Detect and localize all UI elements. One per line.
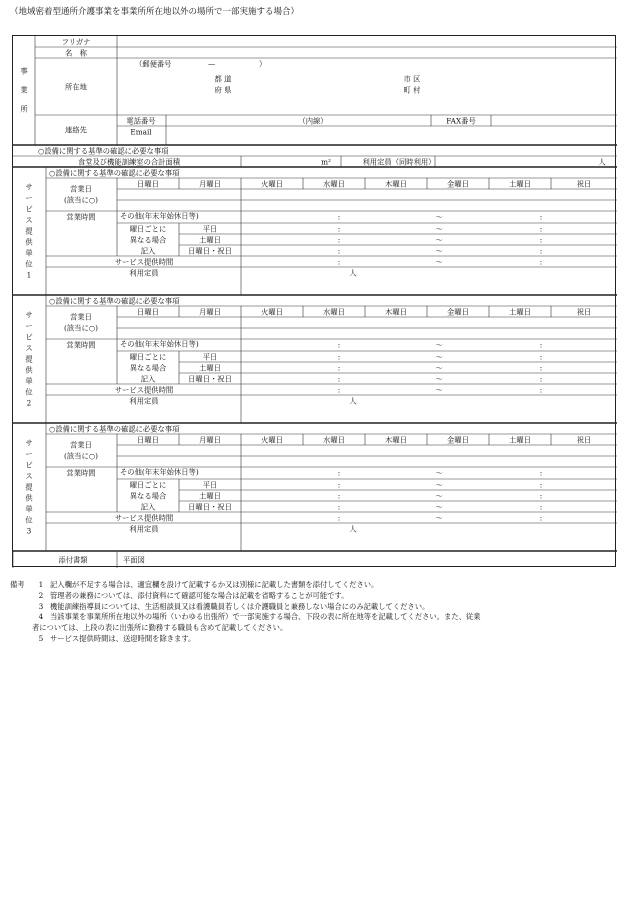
address-label: 所在地 (65, 82, 87, 91)
unit-3-time-tilde: 〜 (435, 480, 443, 489)
unit-1-time-colon: : (337, 257, 341, 266)
unit-3-time-colon: : (539, 480, 543, 489)
area-unit: m² (321, 157, 331, 166)
unit-3-time-tilde: 〜 (435, 491, 443, 500)
unit-1-day-sun: 日曜日 (137, 179, 159, 188)
unit-1-weekday: 平日 (202, 224, 218, 233)
shiku-label: 市 区 (403, 74, 421, 84)
note-item (10, 634, 622, 645)
contact-label: 連絡先 (65, 125, 87, 135)
office-side-label: 事 業 所 (20, 66, 28, 114)
unit-2-time-colon: : (539, 352, 543, 361)
unit-2-time-colon: : (337, 340, 341, 350)
notes-heading: 備考 (10, 580, 25, 589)
note-text: 記入欄が不足する場合は、適宜欄を設けて記載するか又は別様に記載した書類を添付してください。 (50, 580, 379, 589)
notes-section (10, 580, 622, 645)
unit-3-differ-1: 曜日ごとに (129, 480, 167, 490)
unit-2-differ-1: 曜日ごとに (129, 352, 167, 362)
unit-1-day-mon: 月曜日 (199, 179, 221, 188)
unit-2-saturday: 土曜日 (199, 363, 221, 372)
postal-code: （郵便番号 — ） (135, 59, 267, 69)
unit-3-time-colon: : (337, 480, 341, 489)
unit-2-day-sat: 土曜日 (509, 307, 531, 316)
note-item (10, 591, 622, 602)
unit-3-time-colon: : (539, 468, 543, 478)
note-item (10, 612, 622, 623)
unit-2-day-mon: 月曜日 (199, 307, 221, 316)
unit-3-business-days: 営業日 (70, 440, 92, 450)
unit-3-weekday: 平日 (202, 480, 218, 489)
unit-1-mark-circle: (該当に○) (64, 195, 98, 205)
unit-1-service-hours: サービス提供時間 (114, 257, 174, 266)
unit-3-header: ○設備に関する基準の確認に必要な事項 (49, 424, 180, 433)
unit-3-business-hours: 営業時間 (66, 468, 96, 477)
unit-1-time-tilde: 〜 (435, 246, 443, 255)
unit-1-other: その他(年末年始休日等) (120, 211, 199, 221)
attachment-value: 平面図 (123, 555, 145, 565)
unit-1-business-days: 営業日 (70, 184, 92, 194)
note-text: 当該事業を事業所所在地以外の場所（いわゆる出張所）で一部実施する場合、下段の表に所在地等を記載してください。また、従業 (50, 612, 481, 622)
unit-3-time-colon: : (337, 468, 341, 478)
unit-3-day-sun: 日曜日 (137, 435, 159, 444)
unit-3-time-colon: : (337, 491, 341, 500)
note-text: サービス提供時間は、送迎時間を除きます。 (50, 633, 196, 643)
unit-2-time-tilde: 〜 (435, 385, 443, 394)
unit-3-time-tilde: 〜 (435, 502, 443, 511)
unit-3-capacity: 利用定員 (129, 524, 159, 533)
note-number: 4 (38, 612, 44, 622)
unit-2-person: 人 (349, 396, 357, 405)
unit-2-time-tilde: 〜 (435, 340, 443, 350)
unit-2-label: サ ー ビ ス 提 供 単 位 2 (25, 310, 33, 408)
unit-1-time-colon: : (539, 246, 543, 255)
unit-2-other: その他(年末年始休日等) (120, 339, 199, 349)
unit-3-other: その他(年末年始休日等) (120, 467, 199, 477)
unit-1-day-tue: 火曜日 (261, 179, 283, 188)
unit-1-time-tilde: 〜 (435, 257, 443, 266)
note-continuation: 者については、上段の表に出張所に勤務する職員も含めて記載してください。 (32, 623, 288, 633)
unit-1-time-tilde: 〜 (435, 224, 443, 233)
unit-1-time-colon: : (539, 235, 543, 244)
unit-2-differ-2: 異なる場合 (129, 363, 167, 373)
fuken-label: 府 県 (214, 85, 232, 95)
unit-2-day-sun: 日曜日 (137, 307, 159, 316)
unit-2-capacity: 利用定員 (129, 396, 159, 405)
unit-2-weekday: 平日 (202, 352, 218, 361)
unit-2-time-colon: : (539, 363, 543, 372)
unit-2-time-colon: : (337, 374, 341, 383)
unit-3-day-tue: 火曜日 (261, 435, 283, 444)
attachment-label: 添付書類 (58, 555, 88, 565)
unit-2-day-thu: 木曜日 (385, 307, 407, 316)
unit-3-day-sat: 土曜日 (509, 435, 531, 444)
email-label: Email (130, 127, 152, 136)
unit-2-time-colon: : (337, 385, 341, 394)
unit-3-label: サ ー ビ ス 提 供 単 位 3 (25, 438, 33, 536)
unit-1-time-colon: : (539, 212, 543, 222)
unit-3-saturday: 土曜日 (199, 491, 221, 500)
facility-header: ○設備に関する基準の確認に必要な事項 (38, 146, 169, 155)
unit-3-time-colon: : (539, 513, 543, 522)
extension-label: （内線） (298, 116, 328, 125)
unit-1-differ-3: 記入 (140, 246, 156, 256)
unit-2-day-holiday: 祝日 (576, 307, 592, 316)
unit-2-day-wed: 水曜日 (323, 307, 345, 316)
unit-3-time-colon: : (539, 491, 543, 500)
unit-1-capacity: 利用定員 (129, 268, 159, 277)
unit-1-differ-1: 曜日ごとに (129, 224, 167, 234)
unit-2-time-colon: : (539, 340, 543, 350)
unit-3-day-fri: 金曜日 (447, 435, 469, 444)
unit-3-person: 人 (349, 524, 357, 533)
unit-3-differ-2: 異なる場合 (129, 491, 167, 501)
unit-2-sunday-holiday: 日曜日・祝日 (188, 374, 232, 383)
unit-2-time-colon: : (337, 363, 341, 372)
unit-1-time-colon: : (337, 212, 341, 222)
unit-3-time-colon: : (337, 513, 341, 522)
unit-1-label: サ ー ビ ス 提 供 単 位 1 (25, 182, 33, 280)
unit-3-time-colon: : (337, 502, 341, 511)
unit-1-day-sat: 土曜日 (509, 179, 531, 188)
unit-1-time-colon: : (539, 224, 543, 233)
unit-3-service-hours: サービス提供時間 (114, 513, 174, 522)
unit-1-time-colon: : (337, 235, 341, 244)
unit-3-day-mon: 月曜日 (199, 435, 221, 444)
note-number: 1 (38, 580, 44, 589)
unit-3-time-tilde: 〜 (435, 468, 443, 478)
todo-label: 都 道 (214, 74, 232, 84)
unit-1-day-fri: 金曜日 (447, 179, 469, 188)
unit-1-person: 人 (349, 268, 357, 277)
note-number: 3 (38, 601, 44, 611)
note-number: 2 (38, 590, 44, 600)
note-number: 5 (38, 633, 44, 643)
unit-2-day-tue: 火曜日 (261, 307, 283, 316)
unit-2-header: ○設備に関する基準の確認に必要な事項 (49, 296, 180, 305)
form-title: （地域密着型通所介護事業を事業所所在地以外の場所で一部実施する場合） (10, 7, 300, 17)
unit-2-business-hours: 営業時間 (66, 340, 96, 349)
unit-2-day-fri: 金曜日 (447, 307, 469, 316)
unit-2-business-days: 営業日 (70, 312, 92, 322)
unit-3-time-colon: : (539, 502, 543, 511)
unit-2-time-colon: : (337, 352, 341, 361)
unit-1-differ-2: 異なる場合 (129, 235, 167, 245)
name-label: 名 称 (65, 48, 87, 57)
unit-1-time-colon: : (337, 224, 341, 233)
unit-2-mark-circle: (該当に○) (64, 323, 98, 333)
note-item (10, 580, 622, 591)
capacity-label: 利用定員（同時利用） (362, 157, 436, 166)
unit-1-time-tilde: 〜 (435, 235, 443, 244)
unit-3-day-wed: 水曜日 (323, 435, 345, 444)
unit-3-day-holiday: 祝日 (576, 435, 592, 444)
unit-2-service-hours: サービス提供時間 (114, 385, 174, 394)
unit-2-time-tilde: 〜 (435, 352, 443, 361)
capacity-unit: 人 (598, 157, 606, 166)
note-text: 管理者の兼務については、添付資料にて確認可能な場合は記載を省略することが可能です。 (50, 590, 349, 600)
note-text: 機能訓練指導員については、生活相談員又は看護職員若しくは介護職員と兼務しない場合にのみ記載してください。 (50, 601, 430, 611)
unit-1-business-hours: 営業時間 (66, 212, 96, 221)
unit-2-time-tilde: 〜 (435, 374, 443, 383)
unit-3-differ-3: 記入 (140, 502, 156, 512)
unit-2-differ-3: 記入 (140, 374, 156, 384)
unit-1-saturday: 土曜日 (199, 235, 221, 244)
furigana-label: フリガナ (61, 37, 91, 46)
unit-2-time-tilde: 〜 (435, 363, 443, 372)
unit-1-sunday-holiday: 日曜日・祝日 (188, 246, 232, 255)
unit-3-time-tilde: 〜 (435, 513, 443, 522)
unit-1-day-holiday: 祝日 (576, 179, 592, 188)
unit-2-time-colon: : (539, 374, 543, 383)
unit-3-day-thu: 木曜日 (385, 435, 407, 444)
unit-1-day-wed: 水曜日 (323, 179, 345, 188)
area-label: 食堂及び機能訓練室の合計面積 (77, 157, 181, 166)
phone-label: 電話番号 (126, 116, 156, 125)
unit-1-day-thu: 木曜日 (385, 179, 407, 188)
unit-1-header: ○設備に関する基準の確認に必要な事項 (49, 168, 180, 177)
unit-1-time-tilde: 〜 (435, 212, 443, 222)
unit-3-mark-circle: (該当に○) (64, 451, 98, 461)
fax-label: FAX番号 (446, 116, 476, 125)
form-table (12, 35, 616, 567)
unit-1-time-colon: : (337, 246, 341, 255)
note-item (10, 602, 622, 613)
chouson-label: 町 村 (403, 85, 421, 95)
unit-3-sunday-holiday: 日曜日・祝日 (188, 502, 232, 511)
unit-2-time-colon: : (539, 385, 543, 394)
unit-1-time-colon: : (539, 257, 543, 266)
